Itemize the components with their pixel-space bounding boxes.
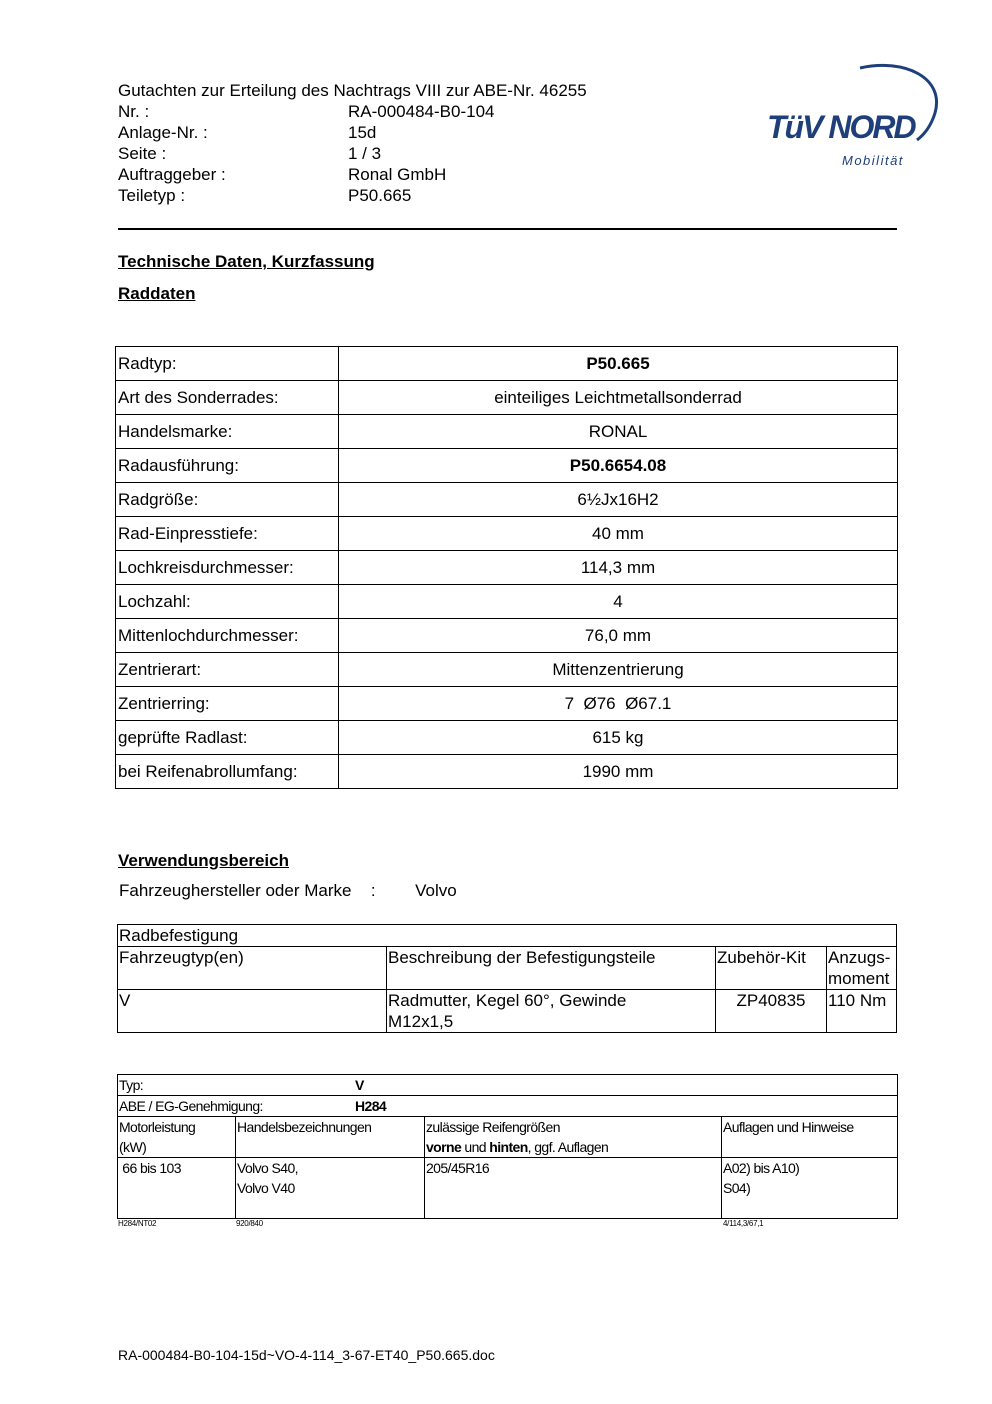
manufacturer-sep: : (370, 881, 376, 900)
cell-line: Volvo V40 (237, 1180, 295, 1196)
header-row-auftraggeber (118, 164, 587, 185)
row-value: P50.6654.08 (339, 449, 898, 483)
section-technical-title: Technische Daten, Kurzfassung (118, 252, 375, 271)
header-row-nr (118, 101, 587, 122)
abe-row (118, 1096, 898, 1117)
header-value: 15d (348, 123, 377, 142)
table-row (116, 755, 898, 789)
document-header (118, 80, 587, 206)
row-value: 6½Jx16H2 (339, 483, 898, 517)
row-key: Lochkreisdurchmesser: (116, 551, 339, 585)
cell-line: S04) (723, 1180, 751, 1196)
cell-line: Volvo S40, (237, 1160, 298, 1176)
header-value: RA-000484-B0-104 (348, 102, 495, 121)
cell-line: M12x1,5 (388, 1012, 454, 1031)
col-header-moment (827, 947, 897, 990)
col-header-motor (118, 1117, 236, 1158)
manufacturer-label: Fahrzeughersteller oder Marke (119, 881, 352, 900)
row-key: bei Reifenabrollumfang: (116, 755, 339, 789)
col-header: Auflagen und Hinweise (722, 1117, 898, 1158)
header-row-teiletyp (118, 185, 587, 206)
table-row (118, 1158, 898, 1219)
table-row (116, 415, 898, 449)
row-value: 615 kg (339, 721, 898, 755)
cell-desc (387, 990, 716, 1033)
row-value: Mittenzentrierung (339, 653, 898, 687)
col-header-reifen (425, 1117, 722, 1158)
cell-kit: ZP40835 (716, 990, 827, 1033)
row-key: Handelsmarke: (116, 415, 339, 449)
row-key: Radausführung: (116, 449, 339, 483)
section-raddaten-title: Raddaten (118, 284, 196, 303)
table-row (116, 687, 898, 721)
header-divider (118, 228, 897, 230)
row-key: Art des Sonderrades: (116, 381, 339, 415)
table-row (118, 1096, 898, 1117)
row-key: Zentrierart: (116, 653, 339, 687)
header-key: Anlage-Nr. : (118, 123, 208, 142)
cell-handel (236, 1158, 425, 1219)
col-header: Fahrzeugtyp(en) (118, 947, 387, 990)
document-title: Gutachten zur Erteilung des Nachtrags VIII zur ABE-Nr. 46255 (118, 81, 587, 100)
befestigung-title: Radbefestigung (118, 925, 897, 947)
row-value: RONAL (339, 415, 898, 449)
und-text: und (461, 1139, 490, 1155)
col-header: Beschreibung der Befestigungsteile (387, 947, 716, 990)
table-row (116, 381, 898, 415)
table-row (118, 925, 897, 947)
tuv-nord-logo (765, 58, 945, 173)
code-h284: H284/NT02 (118, 1219, 157, 1228)
table-row (118, 947, 897, 990)
col-header-line: Anzugs- (828, 948, 891, 967)
col-header: Handelsbezeichnungen (236, 1117, 425, 1158)
cell-motor: 66 bis 103 (118, 1158, 236, 1219)
rest-text: , ggf. Auflagen (527, 1139, 609, 1155)
header-key: Seite : (118, 144, 167, 163)
row-key: Lochzahl: (116, 585, 339, 619)
row-value: 4 (339, 585, 898, 619)
row-key: Radgröße: (116, 483, 339, 517)
section-verwendung-title: Verwendungsbereich (118, 851, 289, 870)
table-row (116, 517, 898, 551)
row-key: Mittenlochdurchmesser: (116, 619, 339, 653)
typ-table (117, 1074, 898, 1219)
header-row-seite (118, 143, 587, 164)
table-row (118, 990, 897, 1033)
cell-line: Radmutter, Kegel 60°, Gewinde (388, 991, 627, 1010)
header-key: Teiletyp : (118, 186, 186, 205)
row-value: 114,3 mm (339, 551, 898, 585)
row-value: P50.665 (339, 347, 898, 381)
table-row (116, 721, 898, 755)
hinten-text: hinten (489, 1139, 528, 1155)
row-key: Radtyp: (116, 347, 339, 381)
befestigung-table (117, 924, 897, 1033)
typ-value: V (355, 1077, 364, 1093)
table-row (116, 653, 898, 687)
cell-moment: 110 Nm (827, 990, 897, 1033)
table-row (116, 551, 898, 585)
table-row (116, 585, 898, 619)
cell-reifen: 205/45R16 (425, 1158, 722, 1219)
table-row (116, 483, 898, 517)
row-key: Rad-Einpresstiefe: (116, 517, 339, 551)
col-header-line: moment (828, 969, 890, 988)
header-value: 1 / 3 (348, 144, 382, 163)
row-key: geprüfte Radlast: (116, 721, 339, 755)
header-row-anlage (118, 122, 587, 143)
vorne-text: vorne (426, 1139, 462, 1155)
table-row (118, 1075, 898, 1096)
typ-row (118, 1075, 898, 1096)
typ-label: Typ: (119, 1077, 144, 1093)
manufacturer-line (119, 881, 457, 901)
col-header-line: Motorleistung (119, 1119, 196, 1135)
header-key: Nr. : (118, 102, 150, 121)
abe-value: H284 (355, 1098, 387, 1114)
manufacturer-value: Volvo (415, 881, 457, 900)
table-row (116, 347, 898, 381)
header-value: Ronal GmbH (348, 165, 447, 184)
col-header: Zubehör-Kit (716, 947, 827, 990)
row-value: 1990 mm (339, 755, 898, 789)
col-header-line (426, 1137, 720, 1157)
table-row (116, 449, 898, 483)
header-key: Auftraggeber : (118, 165, 226, 184)
table-row (116, 619, 898, 653)
header-value: P50.665 (348, 186, 412, 205)
row-key: Zentrierring: (116, 687, 339, 721)
abe-label: ABE / EG-Genehmigung: (119, 1098, 263, 1114)
col-header-line: zulässige Reifengrößen (426, 1119, 560, 1135)
cell-typ: V (118, 990, 387, 1033)
raddaten-table (115, 346, 898, 789)
row-value: 40 mm (339, 517, 898, 551)
row-value: 7 Ø76 Ø67.1 (339, 687, 898, 721)
logo-sub: Mobilität (842, 153, 904, 168)
row-value: einteiliges Leichtmetallsonderrad (339, 381, 898, 415)
row-value: 76,0 mm (339, 619, 898, 653)
col-header-line: (kW) (119, 1139, 147, 1155)
code-4-114: 4/114,3/67,1 (723, 1219, 764, 1228)
code-920: 920/840 (236, 1219, 263, 1228)
footer-filename: RA-000484-B0-104-15d~VO-4-114_3-67-ET40_P50.665.doc (118, 1347, 495, 1363)
table-row (118, 1117, 898, 1158)
cell-auflagen (722, 1158, 898, 1219)
logo-brand: TüV NORD (767, 109, 915, 145)
cell-line: A02) bis A10) (723, 1160, 800, 1176)
